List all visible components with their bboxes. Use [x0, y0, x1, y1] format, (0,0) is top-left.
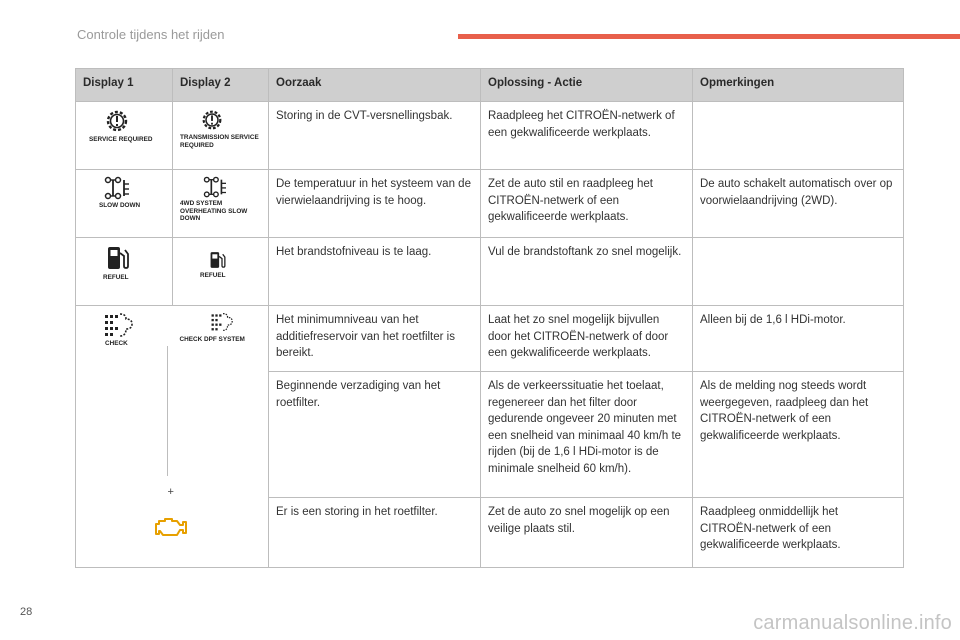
- display1-cell: [76, 102, 173, 170]
- display1-label: REFUEL: [103, 274, 129, 281]
- service-wrench-icon: [104, 108, 130, 134]
- remark-cell: Alleen bij de 1,6 l HDi-motor.: [693, 306, 904, 372]
- particle-filter-icon: [210, 312, 236, 332]
- dpf-divider-line: [167, 346, 168, 476]
- remark-cell: [693, 238, 904, 306]
- fuel-pump-icon: [105, 244, 129, 272]
- cause-cell: Storing in de CVT-versnellingsbak.: [269, 102, 481, 170]
- table-row: [76, 238, 904, 306]
- display1-cell: [76, 170, 173, 238]
- column-header: Opmerkingen: [693, 69, 904, 102]
- display1-label: CHECK: [105, 340, 128, 347]
- 4wd-icon: [103, 176, 131, 200]
- header-accent-bar: [458, 34, 960, 39]
- cause-cell: Er is een storing in het roetfilter.: [269, 498, 481, 568]
- 4wd-icon: [202, 176, 228, 198]
- cause-cell: De temperatuur in het systeem van de vierwielaandrijving is te hoog.: [269, 170, 481, 238]
- cause-cell: Het brandstofniveau is te laag.: [269, 238, 481, 306]
- action-cell: Als de verkeerssituatie het toelaat, regenereer dan het filter door gedurende ongeveer 20 minuten met een snelheid van minimaal 40 km/h te rijden (bij de 1,6 l HDi-motor is de minimale snelheid 60 km/h).: [481, 372, 693, 498]
- display2-label: CHECK DPF SYSTEM: [179, 336, 245, 343]
- particle-filter-icon: [103, 312, 137, 338]
- display1-label: SLOW DOWN: [99, 202, 141, 209]
- display2-cell: [173, 170, 269, 238]
- table-row: [76, 102, 904, 170]
- cause-cell: Beginnende verzadiging van het roetfilter.: [269, 372, 481, 498]
- page-number: 28: [20, 606, 33, 618]
- display2-label: TRANSMISSION SERVICE REQUIRED: [180, 134, 259, 149]
- cause-cell: Het minimumniveau van het additiefreservoir van het roetfilter is bereikt.: [269, 306, 481, 372]
- display2-cell: [173, 102, 269, 170]
- page-header-title: Controle tijdens het rijden: [77, 27, 225, 42]
- display2-cell: [173, 238, 269, 306]
- remark-cell: [693, 102, 904, 170]
- display2-label: 4WD SYSTEM OVERHEATING SLOW DOWN: [180, 200, 248, 222]
- display1-label: SERVICE REQUIRED: [89, 136, 153, 143]
- column-header: Oorzaak: [269, 69, 481, 102]
- action-cell: Zet de auto zo snel mogelijk op een veilige plaats stil.: [481, 498, 693, 568]
- table-header-row: [76, 69, 904, 102]
- table-row: [76, 306, 904, 372]
- watermark: carmanualsonline.info: [753, 612, 952, 634]
- plus-sign: +: [167, 486, 174, 498]
- service-wrench-icon: [200, 108, 224, 132]
- fuel-pump-icon: [208, 250, 226, 270]
- remark-cell: Raadpleeg onmiddellijk het CITROËN-netwerk of een gekwalificeerde werkplaats.: [693, 498, 904, 568]
- column-header: Oplossing - Actie: [481, 69, 693, 102]
- remark-cell: De auto schakelt automatisch over op voorwielaandrijving (2WD).: [693, 170, 904, 238]
- column-header: Display 1: [76, 69, 173, 102]
- table-row: [76, 170, 904, 238]
- action-cell: Vul de brandstoftank zo snel mogelijk.: [481, 238, 693, 306]
- display1-cell: [76, 238, 173, 306]
- action-cell: Laat het zo snel mogelijk bijvullen door het CITROËN-netwerk of door een gekwalificeerde werkplaats.: [481, 306, 693, 372]
- warning-table: [75, 68, 904, 568]
- remark-cell: Als de melding nog steeds wordt weergegeven, raadpleeg dan het CITROËN-netwerk of een gekwalificeerde werkplaats.: [693, 372, 904, 498]
- action-cell: Zet de auto stil en raadpleeg het CITROËN-netwerk of een gekwalificeerde werkplaats.: [481, 170, 693, 238]
- action-cell: Raadpleeg het CITROËN-netwerk of een gekwalificeerde werkplaats.: [481, 102, 693, 170]
- display2-cell: [167, 306, 269, 568]
- display2-label: REFUEL: [200, 272, 226, 279]
- display1-cell: [76, 306, 173, 568]
- column-header: Display 2: [173, 69, 269, 102]
